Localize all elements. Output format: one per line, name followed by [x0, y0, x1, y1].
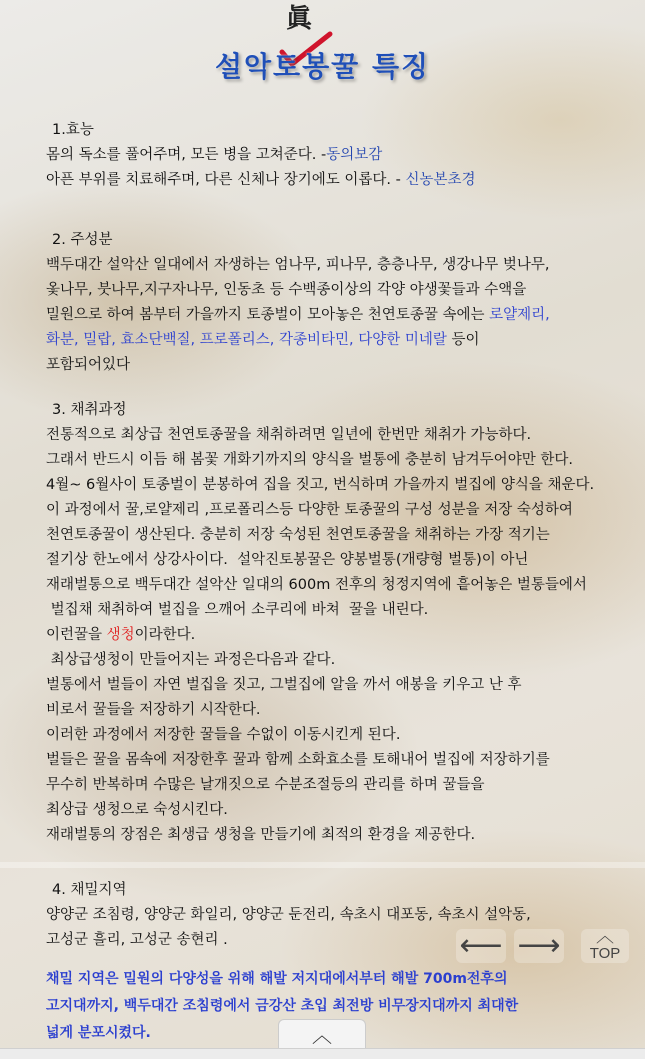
- section-2: [46, 228, 550, 378]
- text-line: [46, 648, 594, 673]
- text-segment: 전통적으로 최상급 천연토종꿀을 채취하려면 일년에 한번만 채취가 가능하다.: [46, 427, 532, 443]
- arrow-left-icon: ⟵: [459, 928, 503, 963]
- text-line: [46, 903, 531, 928]
- text-line: [46, 723, 594, 748]
- divider: [0, 862, 645, 868]
- section-heading: 3. 채취과정: [52, 402, 127, 418]
- text-line: [46, 303, 550, 328]
- text-line: [46, 698, 594, 723]
- text-segment: 벌집채 채취하여 벌집을 으깨어 소쿠리에 바쳐 꿀을 내린다.: [46, 602, 429, 618]
- paragraph-line: 넓게 분포시켰다.: [46, 1025, 151, 1041]
- text-segment: 최상급생청이 만들어지는 과정은다음과 같다.: [46, 652, 336, 668]
- text-line: [46, 673, 594, 698]
- text-segment: 천연토종꿀이 생산된다. 충분히 저장 숙성된 천연토종꿀을 채취하는 가장 적기는: [46, 527, 550, 543]
- text-line: [46, 353, 550, 378]
- page-title: 설악토봉꿀 특징: [214, 50, 431, 83]
- text-segment: 그래서 반드시 이듬 해 봄꽃 개화기까지의 양식을 벌통에 충분히 남겨두어야만 한다.: [46, 452, 573, 468]
- text-segment: 이라한다.: [134, 627, 196, 643]
- text-line: [46, 823, 594, 848]
- paragraph-line: 고지대까지, 백두대간 조침령에서 금강산 초입 최전방 비무장지대까지 최대한: [46, 998, 519, 1014]
- highlight-text: 동의보감: [326, 147, 383, 163]
- text-line: [46, 498, 594, 523]
- chevron-up-icon: ︿: [312, 1022, 332, 1047]
- highlight-text: 생청: [106, 627, 135, 643]
- section-heading: 4. 채밀지역: [52, 882, 127, 898]
- text-segment: 양양군 조침령, 양양군 화일리, 양양군 둔전리, 속초시 대포동, 속초시 설악동,: [46, 907, 531, 923]
- text-segment: 옻나무, 붓나무,지구자나무, 인동초 등 수백종이상의 각양 야생꽃들과 수액을: [46, 282, 527, 298]
- text-line: [46, 253, 550, 278]
- highlight-text: 로얄제리,: [489, 307, 550, 323]
- text-segment: 이러한 과정에서 저장한 꿀들을 수없이 이동시킨게 된다.: [46, 727, 401, 743]
- text-segment: 백두대간 설악산 일대에서 자생하는 엄나무, 피나무, 층층나무, 생강나무 벚나무,: [46, 257, 550, 273]
- text-line: [46, 328, 550, 353]
- prev-button[interactable]: [456, 929, 506, 963]
- text-segment: 이런꿀을: [46, 627, 107, 643]
- text-segment: 이 과정에서 꿀,로얄제리 ,프로폴리스등 다양한 토종꿀의 구성 성분을 저장 숙성하여: [46, 502, 573, 518]
- highlight-text: 신농본초경: [405, 172, 476, 188]
- chevron-up-icon: ︿: [596, 926, 614, 947]
- section-3: [46, 398, 594, 848]
- text-line: [46, 423, 594, 448]
- text-line: [46, 448, 594, 473]
- text-line: [46, 473, 594, 498]
- text-segment: 아픈 부위를 치료해주며, 다른 신체나 장기에도 이롭다. -: [46, 172, 406, 188]
- top-button[interactable]: [581, 926, 629, 963]
- text-line: [46, 168, 476, 193]
- text-line: [46, 143, 476, 168]
- text-segment: 재래벌통의 장점은 최생급 생청을 만들기에 최적의 환경을 제공한다.: [46, 827, 476, 843]
- top-label: TOP: [589, 945, 621, 962]
- text-segment: 무수히 반복하며 수많은 날개짓으로 수분조절등의 관리를 하며 꿀들을: [46, 777, 485, 793]
- text-segment: 등이: [446, 332, 480, 348]
- text-line: [46, 523, 594, 548]
- expand-toolbar-button[interactable]: [278, 1019, 366, 1049]
- text-line: [46, 598, 594, 623]
- text-line: [46, 623, 594, 648]
- section-heading: 1.효능: [52, 122, 94, 138]
- text-line: [46, 573, 594, 598]
- arrow-right-icon: ⟶: [517, 928, 561, 963]
- text-line: [46, 278, 550, 303]
- text-segment: 벌들은 꿀을 몸속에 저장한후 꿀과 함께 소화효소를 토해내어 벌집에 저장하기를: [46, 752, 550, 768]
- text-segment: 몸의 독소를 풀어주며, 모든 병을 고쳐준다. -: [46, 147, 327, 163]
- text-line: [46, 748, 594, 773]
- text-segment: 벌통에서 벌들이 자연 벌집을 짓고, 그벌집에 알을 까서 애봉을 키우고 난 후: [46, 677, 522, 693]
- highlight-text: 화분, 밀랍, 효소단백질, 프로폴리스, 각종비타민, 다양한 미네랄: [46, 332, 447, 348]
- next-button[interactable]: [514, 929, 564, 963]
- text-line: [46, 773, 594, 798]
- text-segment: 재래벌통으로 백두대간 설악산 일대의 600m 전후의 청정지역에 흩어놓은 벌통들에서: [46, 577, 587, 593]
- page-header: [0, 0, 645, 100]
- text-segment: 밀원으로 하여 봄부터 가을까지 토종벌이 모아놓은 천연토종꿀 속에는: [46, 307, 490, 323]
- text-segment: 고성군 흘리, 고성군 송현리 .: [46, 932, 228, 948]
- text-line: [46, 548, 594, 573]
- text-segment: 절기상 한노에서 상강사이다. 설악진토봉꿀은 양봉벌통(개량형 벌통)이 아닌: [46, 552, 529, 568]
- zhen-logo: 眞: [286, 4, 313, 34]
- text-segment: 최상급 생청으로 숙성시킨다.: [46, 802, 228, 818]
- text-line: [46, 798, 594, 823]
- text-segment: 포함되어있다: [46, 357, 131, 373]
- text-segment: 비로서 꿀들을 저장하기 시작한다.: [46, 702, 261, 718]
- text-segment: 4월~ 6월사이 토종벌이 분봉하여 집을 짓고, 번식하며 가을까지 벌집에 양식을 채운다.: [46, 477, 595, 493]
- bottom-bar: [0, 1048, 645, 1059]
- section-1: [46, 118, 476, 193]
- paragraph-line: 채밀 지역은 밀원의 다양성을 위해 해발 저지대에서부터 해발 700m전후의: [46, 971, 508, 987]
- section-heading: 2. 주성분: [52, 232, 113, 248]
